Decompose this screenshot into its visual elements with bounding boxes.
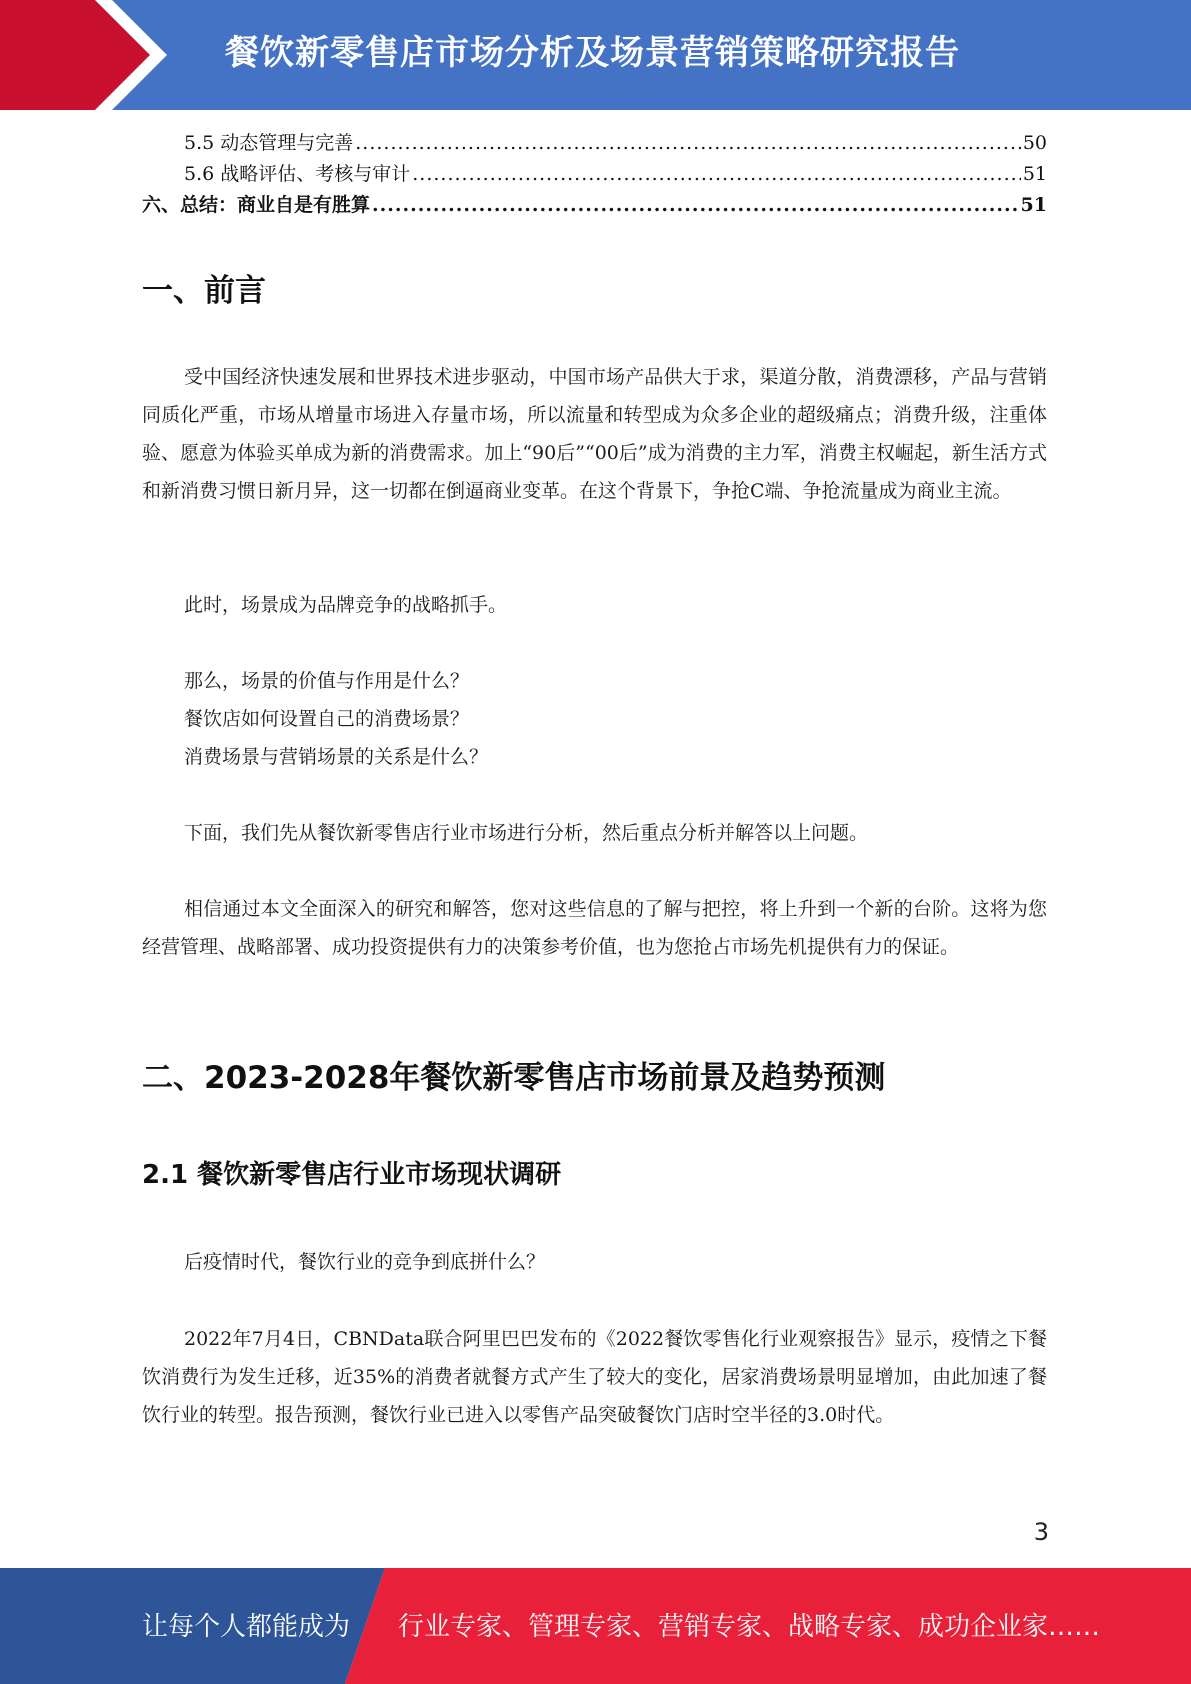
paragraph: 后疫情时代，餐饮行业的竞争到底拼什么？ (184, 1251, 546, 1273)
footer-slogan-left: 让每个人都能成为 (142, 1612, 351, 1642)
footer-slogan-right: 行业专家、管理专家、营销专家、战略专家、成功企业家…… (398, 1612, 1101, 1642)
toc-entry-label: 5.5 动态管理与完善 (184, 132, 354, 154)
toc-entry[interactable] (142, 190, 1047, 221)
page-footer (0, 1568, 1191, 1684)
toc-leader-dots (355, 132, 1021, 154)
paragraph: 相信通过本文全面深入的研究和解答，您对这些信息的了解与把控，将上升到一个新的台阶。这将为您经营管理、战略部署、成功投资提供有力的决策参考价值，也为您抢占市场先机提供有力的保证。 (142, 898, 1047, 958)
toc-entry-page: 50 (1022, 132, 1047, 154)
question-line: 餐饮店如何设置自己的消费场景？ (184, 708, 470, 730)
page-number: 3 (1033, 1518, 1049, 1546)
paragraph: 2022年7月4日，CBNData联合阿里巴巴发布的《2022餐饮零售化行业观察报告》显示，疫情之下餐饮消费行为发生迁移，近35%的消费者就餐方式产生了较大的变化，居家消费场景明显增加，由此加速了餐饮行业的转型。报告预测，餐饮行业已进入以零售产品突破餐饮门店时空半径的3.0时代。 (142, 1328, 1047, 1426)
subsection-heading: 2.1 餐饮新零售店行业市场现状调研 (142, 1160, 562, 1190)
toc-leader-dots (372, 194, 1019, 216)
paragraph: 受中国经济快速发展和世界技术进步驱动，中国市场产品供大于求，渠道分散，消费漂移，产品与营销同质化严重，市场从增量市场进入存量市场，所以流量和转型成为众多企业的超级痛点；消费升级，注重体验、愿意为体验买单成为新的消费需求。加上“90后”“00后”成为消费的主力军，消费主权崛起，新生活方式和新消费习惯日新月异，这一切都在倒逼商业变革。在这个背景下，争抢C端、争抢流量成为商业主流。 (142, 366, 1047, 502)
toc-entry-page: 51 (1020, 194, 1047, 216)
paragraph: 下面，我们先从餐饮新零售店行业市场进行分析，然后重点分析并解答以上问题。 (184, 822, 869, 844)
table-of-contents (142, 128, 1047, 221)
toc-entry[interactable] (142, 159, 1047, 190)
question-line: 那么，场景的价值与作用是什么？ (184, 670, 470, 692)
toc-entry-label: 六、总结：商业自是有胜算 (142, 194, 371, 216)
report-title: 餐饮新零售店市场分析及场景营销策略研究报告 (225, 33, 960, 73)
toc-leader-dots (412, 163, 1021, 185)
toc-entry[interactable] (142, 128, 1047, 159)
question-line: 消费场景与营销场景的关系是什么？ (184, 746, 489, 768)
toc-entry-page: 51 (1022, 163, 1047, 185)
section-heading-preface: 一、前言 (142, 273, 266, 309)
section-heading-forecast: 二、2023-2028年餐饮新零售店市场前景及趋势预测 (142, 1060, 886, 1096)
page-header (0, 0, 1191, 110)
toc-entry-label: 5.6 战略评估、考核与审计 (184, 163, 411, 185)
paragraph: 此时，场景成为品牌竞争的战略抓手。 (184, 594, 508, 616)
